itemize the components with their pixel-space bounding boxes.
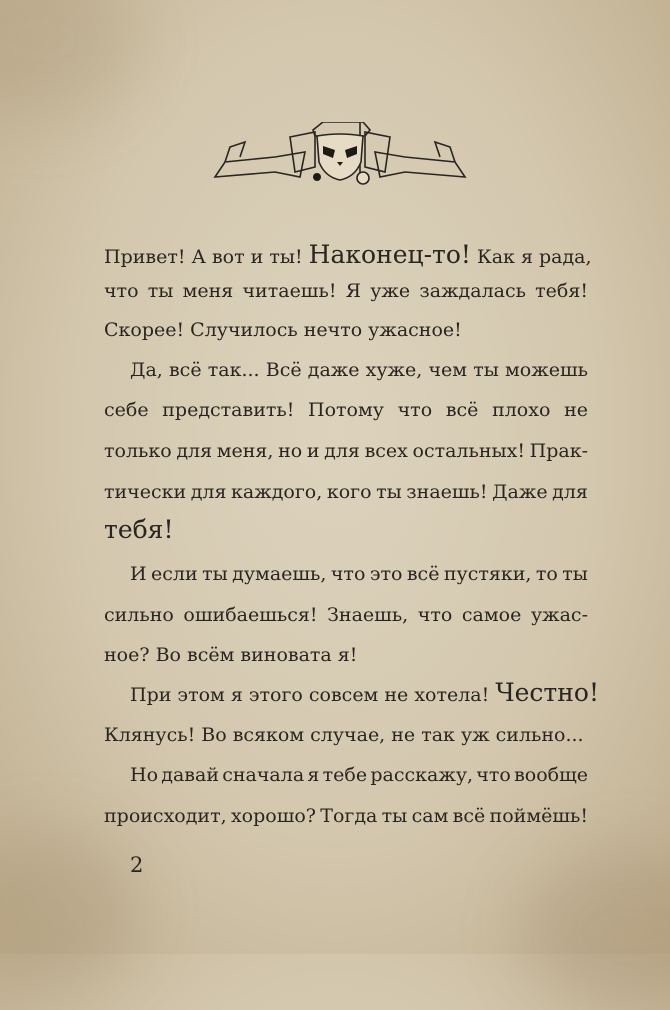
word: сначала	[222, 764, 305, 786]
word: хорошо?	[230, 805, 316, 827]
word: даже	[307, 359, 360, 381]
word: что	[397, 399, 433, 421]
text-segment: Привет! А вот и ты!	[104, 246, 309, 268]
word: для	[552, 481, 588, 503]
word: только	[104, 440, 172, 462]
text-segment: При этом я этого совсем не хотела!	[130, 684, 496, 706]
word: для	[190, 481, 227, 503]
word: ты	[202, 563, 228, 585]
word: так...	[207, 359, 260, 381]
word: представить!	[162, 399, 295, 421]
word: пустяки,	[443, 563, 532, 585]
word: самое	[461, 604, 522, 626]
word: хуже,	[365, 359, 423, 381]
emphasized-text: Наконец-то!	[308, 240, 471, 269]
word: если	[151, 563, 198, 585]
word: остальных!	[412, 440, 525, 462]
text-segment: Клянусь! Во всяком случае, не так уж сильно...	[104, 724, 584, 746]
text-line	[104, 803, 588, 833]
word: что	[330, 563, 366, 585]
word: но	[278, 440, 303, 462]
word: Я	[345, 280, 362, 302]
word: знаешь!	[406, 481, 488, 503]
word: меня	[182, 280, 234, 302]
text-line	[130, 357, 588, 387]
word: сильно	[104, 604, 174, 626]
word: тебя!	[535, 280, 588, 302]
word: что	[104, 280, 139, 302]
word: что	[417, 604, 453, 626]
word: можешь	[505, 359, 588, 381]
word: Всё	[265, 359, 302, 381]
word: каждого,	[231, 481, 323, 503]
text-line	[104, 317, 588, 347]
text-line	[104, 515, 588, 545]
word: заждалась	[419, 280, 526, 302]
word: уже	[370, 280, 411, 302]
word: плохо	[492, 399, 551, 421]
skull-banner-ornament	[205, 122, 475, 192]
word: и	[306, 440, 320, 462]
word: Да,	[130, 359, 163, 381]
word: ужас-	[530, 604, 588, 626]
emphasized-text: Честно!	[495, 678, 600, 707]
word: давай	[161, 764, 219, 786]
word: происходит,	[104, 805, 227, 827]
emphasized-text: тебя!	[104, 515, 174, 544]
word: Потому	[308, 399, 384, 421]
word: что	[476, 764, 511, 786]
text-line	[104, 722, 588, 752]
word: всё	[445, 399, 479, 421]
text-line	[104, 642, 588, 672]
word: расскажу,	[370, 764, 474, 786]
word: ты	[147, 280, 174, 302]
text-line	[104, 240, 592, 270]
word: всё	[168, 359, 202, 381]
word: Знаешь,	[327, 604, 409, 626]
word: тически	[104, 481, 187, 503]
word: это	[369, 563, 403, 585]
word: вообще	[514, 764, 588, 786]
text-line	[104, 438, 588, 468]
word: сам	[411, 805, 449, 827]
word: чем	[428, 359, 468, 381]
word: для	[324, 440, 360, 462]
word: всё	[406, 563, 440, 585]
word: всех	[364, 440, 408, 462]
word: для	[176, 440, 213, 462]
word: всё	[452, 805, 486, 827]
text-line	[104, 278, 588, 308]
word: Тогда	[320, 805, 378, 827]
word: ты	[562, 563, 588, 585]
text-line	[130, 678, 600, 708]
word: Прак-	[529, 440, 588, 462]
text-line	[104, 479, 588, 509]
word: думаешь,	[232, 563, 327, 585]
word: кого	[326, 481, 372, 503]
text-segment: ное? Во всём виновата я!	[104, 644, 358, 666]
word: я	[307, 764, 320, 786]
text-line	[104, 602, 588, 632]
word: ты	[376, 481, 402, 503]
word: ты	[473, 359, 499, 381]
word: то	[535, 563, 558, 585]
word: себе	[104, 399, 149, 421]
text-line	[130, 561, 588, 591]
text-segment: Как я рада,	[470, 246, 592, 268]
word: меня,	[216, 440, 274, 462]
word: ошибаешься!	[183, 604, 318, 626]
text-line	[104, 397, 588, 427]
word: читаешь!	[242, 280, 337, 302]
text-line	[130, 762, 588, 792]
word: И	[130, 563, 147, 585]
word: поймёшь!	[489, 805, 588, 827]
word: Даже	[492, 481, 548, 503]
word: тебе	[322, 764, 368, 786]
text-segment: Скорее! Случилось нечто ужасное!	[104, 319, 462, 341]
word: не	[564, 399, 588, 421]
page-number: 2	[130, 853, 144, 877]
word: Но	[130, 764, 159, 786]
word: ты	[381, 805, 408, 827]
